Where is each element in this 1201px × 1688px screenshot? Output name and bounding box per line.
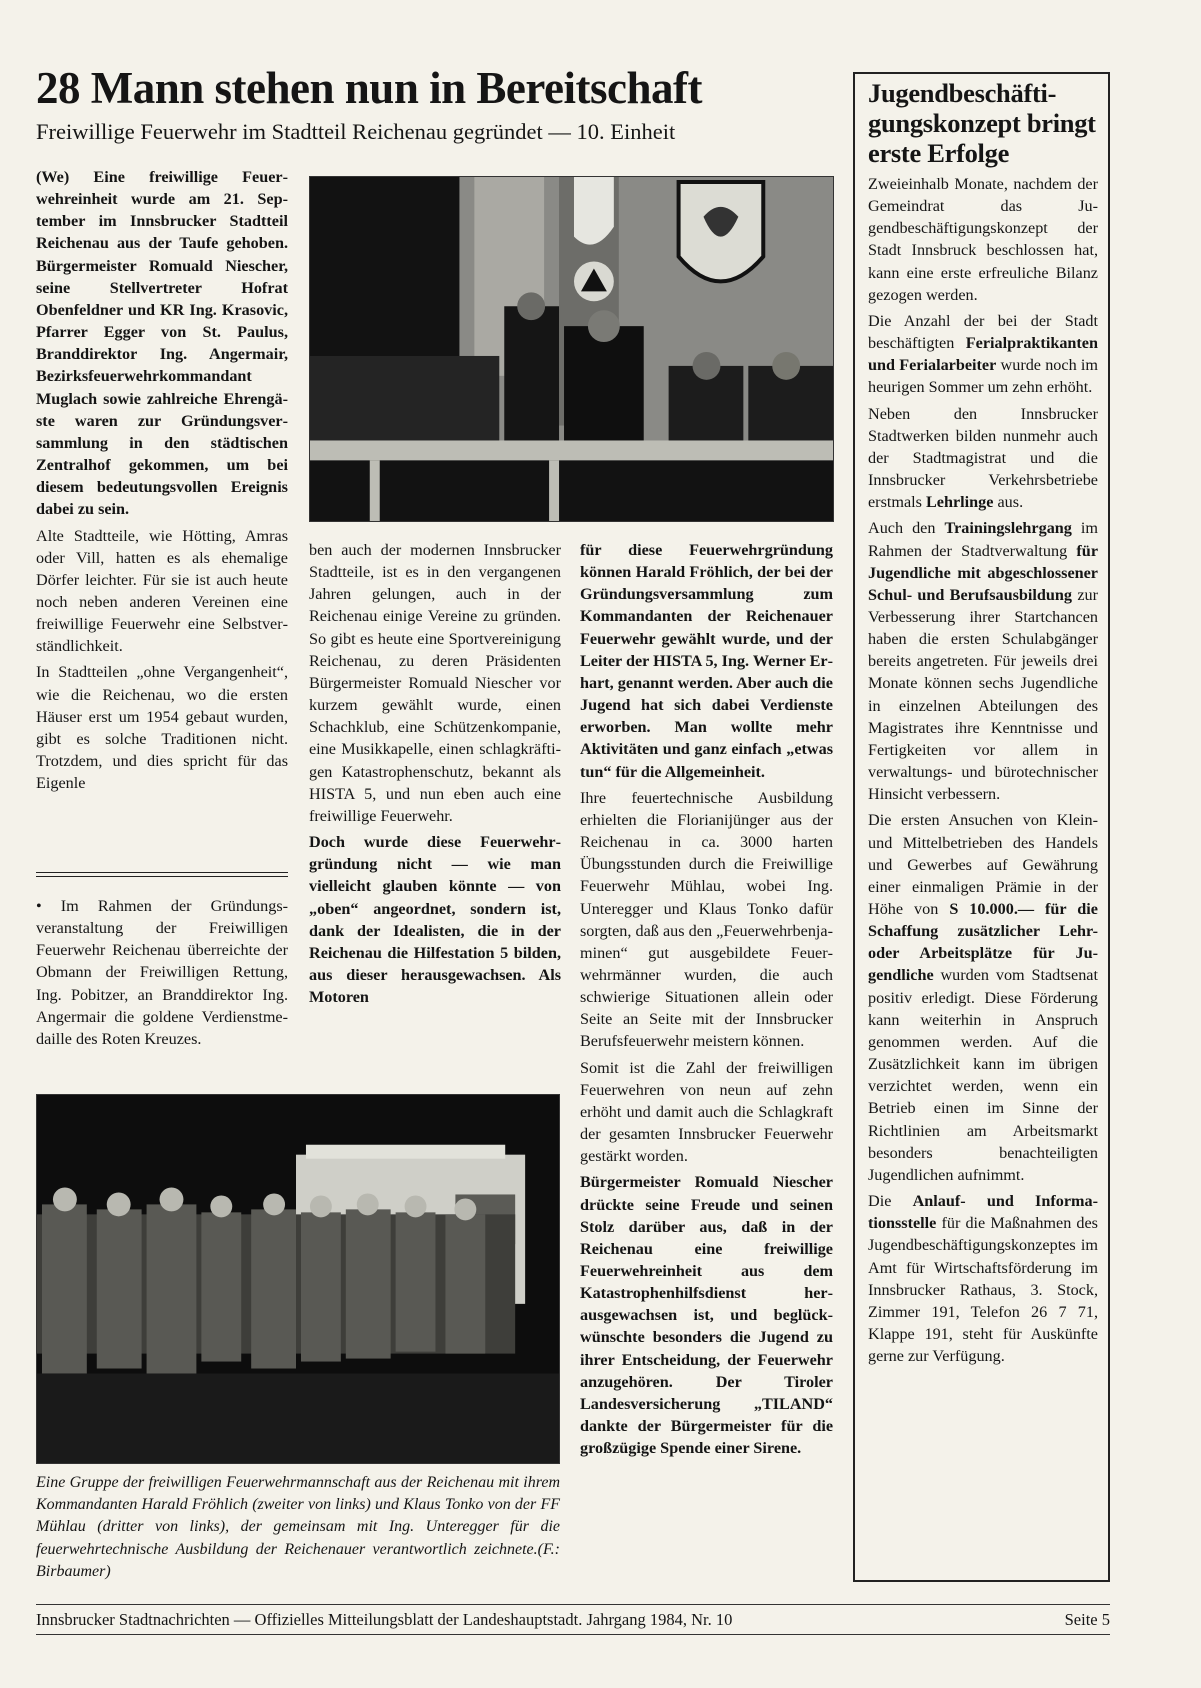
sidebar-title: Jugendbeschäftigungskonzept bringt erste Erfolge <box>868 78 1096 168</box>
text-run-bold: Trainingslehrgang <box>944 519 1072 538</box>
text-run-bold: Lehrlinge <box>926 493 994 512</box>
text-run: Die ersten Ansuchen von Klein- und Mittelbetrieben des Handels und Gewerbes auf Gewährung einer einmaligen Prämie in der Höhe von <box>868 811 1098 918</box>
article-paragraph: Somit ist die Zahl der freiwilligen Feuerwehren von neun auf zehn erhöht und damit auch die Schlagkraft der gesamten Innsbrucker Feuerwehr gestärkt worden. <box>580 1058 833 1166</box>
text-run: wurden vom Stadtsenat positiv erledigt. Diese Förderung kann weiterhin in Anspruch genommen werden. Auf die Zusätzlichkeit kann im übrigen verzichtet werden, wenn ein Betrieb einen im Sinne der Richtlinien am Arbeitsmarkt besonders benachteiligten Jugendlichen aufnimmt. <box>868 966 1098 1184</box>
sidebar-body <box>868 173 1098 1367</box>
article-paragraph: ben auch der modernen Innsbrucker Stadtteile, ist es in den vergangenen Jahren gelungen, auch in der Reichenau einige Vereine zu gründen. So gibt es heute eine Sportvereinigung Reichenau, zu deren Präsidenten Bürgermeister Romuald Niescher vor kurzem gewählt wurde, einen Schachklub, eine Schützenkompanie, eine Musikkapelle, einen schlagkräftigen Katastrophenschutz, bekannt als HISTA 5, und nun eben auch eine freiwillige Feuerwehr. <box>309 541 561 825</box>
article-paragraph-bold: Bürgermeister Romuald Niescher drückte seine Freude und seinen Stolz darüber aus, daß in der Reichenau eine freiwillige Feuerwehreinheit aus dem Katastrophenhilfsdienst herausgewachsen ist, und beglückwünschte besonders die Jugend zu ihrer Entscheidung, der Feuerwehr anzugehören. Der Tiroler Landesversicherung „TILAND“ dankte der Bürgermeister für die großzügige Spende einer Sirene. <box>580 1173 833 1458</box>
sidebar-paragraph: Zweieinhalb Monate, nachdem der Gemeindrat das Jugendbeschäftigungskonzept der Stadt Innsbruck beschlossen hat, kann eine erste erfreuliche Bilanz gezogen werden. <box>868 175 1098 304</box>
article-column-3 <box>580 539 833 1463</box>
article-paragraph-bold: Doch wurde diese Feuerwehrgründung nicht — wie man vielleicht glauben könnte — von „oben“ angeordnet, sondern ist, dank der Idealisten, die in der Reichenau die Hilfestation 5 bilden, aus dieser herausgewachsen. Als Motoren <box>309 833 561 1007</box>
photo-fire-brigade-group-image <box>37 1095 559 1463</box>
text-run: zur Verbesserung ihrer Startchancen haben die ersten Schulabgänger bereits angetreten. Für jeweils drei Monate können sechs Jugendliche in einzelnen Abteilungen des Magistrates ihre Kenntnisse und Fertigkeiten vor allem in verwaltungs- und bürotechnischer Hinsicht verbessern. <box>868 585 1098 804</box>
text-run-bold: für Jugendliche mit abgeschlossener Schul- und Berufsausbildung <box>868 541 1098 604</box>
text-run: Die Anzahl der bei der Stadt beschäftigten <box>868 311 1098 353</box>
text-run: Auch den <box>868 519 945 538</box>
footer-page-number: Seite 5 <box>1064 1610 1110 1629</box>
article-lead: (We) Eine freiwillige Feuerwehreinheit wurde am 21. September im Innsbrucker Stadtteil Reichenau aus der Taufe gehoben. Bürgermeister Romuald Niescher, seine Stellvertreter Hofrat Obenfeldner und KR Ing. Krasovic, Pfarrer Egger von St. Paulus, Branddirektor Ing. Angermair, Bezirksfeuerwehrkommandant Muglach sowie zahlreiche Ehrengäste waren zur Gründungsversammlung in den städtischen Zentralhof gekommen, um bei diesem bedeutungsvollen Ereignis dabei zu sein. <box>36 168 288 519</box>
article-paragraph: In Stadtteilen „ohne Vergangenheit“, wie die Reichenau, wo die ersten Häuser erst um 1954 gebaut wurden, gibt es solche Traditionen nicht. Trotzdem, und dies spricht für das Eigenle <box>36 663 288 793</box>
text-run: Die <box>868 1192 913 1211</box>
text-run: im Rahmen der Stadtverwaltung <box>868 519 1098 560</box>
sidebar-paragraph <box>868 1190 1098 1367</box>
page-footer <box>36 1609 1110 1631</box>
text-run: für die Maßnahmen des Jugendbeschäftigungskonzeptes im Amt für Wirtschaftsförderung im Innsbrucker Rathaus, 3. Stock, Zimmer 191, Telefon 26 7 71, Klappe 191, steht für Auskünfte gerne zur Verfügung. <box>868 1214 1098 1366</box>
text-run: wurde noch im heurigen Sommer um zehn erhöht. <box>868 356 1098 397</box>
footer-top-rule <box>36 1604 1110 1605</box>
double-rule-divider <box>36 872 288 877</box>
text-run-bold: Ferialpraktikanten und Ferialarbeiter <box>868 334 1098 375</box>
article-column-2 <box>309 539 561 1012</box>
sidebar-paragraph <box>868 809 1098 1186</box>
footer-publication: Innsbrucker Stadtnachrichten — Offizielles Mitteilungsblatt der Landeshauptstadt. Jahrgang 1984, Nr. 10 <box>36 1610 733 1629</box>
sidebar-paragraph <box>868 403 1098 514</box>
article-paragraph: Ihre feuertechnische Ausbildung erhielten die Florianijünger aus der Reichenau in ca. 3000 harten Übungsstunden durch die Freiwillige Feuerwehr Mühlau, wobei Ing. Unteregger und Klaus Tonko dafür sorgten, daß aus den „Feuerwehrbenjaminen“ gut ausgebildete Feuerwehrmänner wurden, die auch schwierige Situationen allein oder Seite an Seite mit der Innsbrucker Berufsfeuerwehr meistern können. <box>580 788 833 1051</box>
sidebar-paragraph <box>868 517 1098 805</box>
photo-caption: Eine Gruppe der freiwilligen Feuerwehrmannschaft aus der Reichenau mit ihrem Kommandanten Harald Fröhlich (zweiter von links) und Klaus Tonko von der FF Mühlau (dritter von links), der gemeinsam mit Ing. Unteregger für die feuerwehrtechnische Ausbildung der Reichenauer verantwortlich zeichnete.(F.: Birbaumer) <box>36 1474 560 1580</box>
photo-founding-assembly <box>309 176 834 522</box>
bullet-icon: • <box>36 897 42 915</box>
photo-founding-assembly-image <box>310 177 833 521</box>
article-paragraph: Alte Stadtteile, wie Hötting, Amras oder Vill, hatten es als ehemalige Dörfer leichter. Für sie ist auch heute noch neben anderen Vereinen eine freiwillige Feuerwehr eine Selbstverständlichkeit. <box>36 526 288 656</box>
sidebar-paragraph <box>868 310 1098 399</box>
article-subheadline: Freiwillige Feuerwehr im Stadtteil Reichenau gegründet — 10. Einheit <box>36 119 676 144</box>
text-run-bold: S 10.000.— für die Schaffung zusätzlicher Lehr- oder Arbeitsplätze für Jugendliche <box>868 900 1098 985</box>
side-note <box>36 895 288 1054</box>
text-run: Neben den Innsbrucker Stadtwerken bilden nunmehr auch der Stadtmagistrat und die Innsbrucker Verkehrsbetriebe erstmals <box>868 404 1098 512</box>
photo-fire-brigade-group <box>36 1094 560 1464</box>
footer-bottom-rule <box>36 1634 1110 1635</box>
sidebar-box <box>853 72 1110 1582</box>
text-run: aus. <box>993 493 1024 512</box>
article-headline: 28 Mann stehen nun in Bereitschaft <box>36 63 702 113</box>
side-note-text: Im Rahmen der Gründungsveranstaltung der Freiwilligen Feuerwehr Reichenau überreichte der Obmann der Freiwilligen Rettung, Ing. Pobitzer, an Branddirektor Ing. Angermair die goldene Verdienstmedaille des Roten Kreuzes. <box>36 897 289 1048</box>
text-run-bold: Anlauf- und Informationsstelle <box>868 1192 1098 1233</box>
article-paragraph-bold: für diese Feuerwehrgründung können Harald Fröhlich, der bei der Gründungsversammlung zum Kommandanten der Reichenauer Feuerwehr gewählt wurde, und der Leiter der HISTA 5, Ing. Werner Erhart, genannt werden. Aber auch die Jugend hat sich dabei Verdienste erworben. Man wollte mehr Aktivitäten und ganz einfach „etwas tun“ für die Allgemeinheit. <box>580 541 833 781</box>
article-column-1 <box>36 166 288 798</box>
